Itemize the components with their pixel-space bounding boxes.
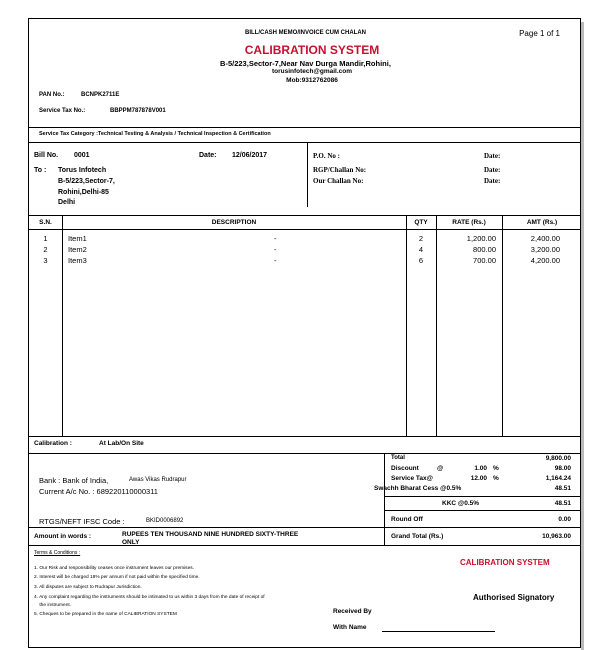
table-header-border (29, 229, 580, 230)
col-header-amount: AMT (Rs.) (526, 219, 558, 226)
invoice-page: BILL/CASH MEMO/INVOICE CUM CHALAN Page 1 of 1 CALIBRATION SYSTEM B-5/223,Sector-7,Near Nav Durga Mandir,Rohini, torusinfotech@gmail.com Mob:9312762086 PAN No.: BCNPK2711E Service Tax No.: BBPPM787878V001 Service Tax Category :Technical Testing & Analysis / Technical Inspection & Certification Bill No. 0001 Date: 12/06/2017 To : Torus Infotech B-5/223,Sector-7, Rohini,Delhi-85 Delhi P.O. No : Date: RGP/Challan No: Date: Our Challan No: Date: S.N. DESCRIPTION QTY RATE (Rs.) AMT (Rs.) 1 Item1 - 2 1,200.00 2,400.00 2 Item2 - 4 800.00 3,200.00 3 Item3 - 6 700.00 4,200.00 Calibration : At Lab/On Site Bank : Bank of India, Awas Vikas Rudrapur Current A/c No. : 689220110000311 RTGS/NEFT IFSC Code : BKID0006892 Total 9,800.00 Discount @ 1.00 % 98.00 Service Tax@ 12.00 % 1,164.24 Swachh Bharat Cess @0.5% 48.51 KKC @0.5% 48.51 Round Off 0.00 Amount in words : RUPEES TEN THOUSAND NINE HUNDRED SIXTY-THREE ONLY Grand Total (Rs.) 10,963.00 Terms & Conditions : 1. Our Risk and responsibility ceases once instrument leaves our premises. 2. Interest will be charged 18% per annum if not paid within the specified time. 3. All disputes are subject to Rudrapur Jurisdiction. 4. Any complaint regarding the instruments should be intimated to us within 3 days from the date of receipt of the instrument. 5. Cheques to be prepared in the name of CALIBRATION SYSTEM CALIBRATION SYSTEM Authorised Signatory Received By With Name (28, 18, 581, 648)
ifsc-label: RTGS/NEFT IFSC Code : (39, 517, 125, 526)
pan-label: PAN No.: (39, 92, 65, 98)
terms-title: Terms & Conditions : (34, 550, 81, 556)
service-tax-value: BBPPM787878V001 (110, 108, 166, 114)
service-tax-rate-label: Service Tax@ (391, 475, 433, 482)
term-item: 5. Cheques to be prepared in the name of CALIBRATION SYSTEM (34, 612, 177, 617)
discount-percent: 1.00 (474, 465, 487, 472)
swachh-bharat-label: Swachh Bharat Cess @0.5% (374, 485, 462, 492)
term-item: 2. Interest will be charged 18% per annum if not paid within the specified time. (34, 575, 200, 580)
term-item: 1. Our Risk and responsibility ceases once instrument leaves our premises. (34, 566, 194, 571)
bill-no-label: Bill No. (34, 152, 59, 159)
company-mobile: Mob:9312762086 (286, 77, 338, 84)
company-name: CALIBRATION SYSTEM (244, 43, 380, 57)
service-tax-percent: 12.00 (470, 475, 487, 482)
round-off-value: 0.00 (558, 516, 571, 523)
received-by-label: Received By (333, 608, 372, 615)
divider (29, 127, 580, 128)
rgp-label: RGP/Challan No: (313, 166, 367, 174)
company-address: B-5/223,Sector-7,Near Nav Durga Mandir,Rohini, (220, 59, 391, 68)
service-tax-value: 1,164.24 (545, 475, 571, 482)
discount-value: 98.00 (554, 465, 571, 472)
bank-account: Current A/c No. : 689220110000311 (39, 487, 158, 496)
table-bottom-border (29, 436, 580, 437)
kkc-value: 48.51 (554, 500, 571, 507)
bank-name: Bank : Bank of India, (39, 476, 109, 485)
to-line-3: Rohini,Delhi-85 (58, 189, 109, 196)
po-date-label: Date: (484, 152, 501, 160)
po-label: P.O. No : (313, 152, 340, 160)
col-header-sn: S.N. (39, 219, 52, 226)
amount-words-line-2: ONLY (122, 539, 140, 546)
total-label: Total (391, 455, 405, 461)
round-off-label: Round Off (391, 516, 423, 523)
discount-label: Discount (391, 465, 419, 472)
footer-company: CALIBRATION SYSTEM (460, 558, 550, 567)
signature-line (382, 631, 495, 632)
kkc-label: KKC @0.5% (442, 500, 480, 507)
to-line-1: Torus Infotech (58, 167, 107, 174)
col-header-qty: QTY (414, 219, 428, 226)
pan-value: BCNPK2711E (81, 92, 120, 98)
term-item: 3. All disputes are subject to Rudrapur Jurisdiction. (34, 585, 142, 590)
authorised-signatory: Authorised Signatory (473, 593, 555, 602)
ifsc-value: BKID0006892 (146, 518, 184, 524)
table-top-border (29, 215, 580, 216)
with-name-label: With Name (333, 624, 367, 631)
bill-divider (307, 142, 308, 207)
col-header-description: DESCRIPTION (211, 219, 257, 226)
discount-percent-sign: % (493, 465, 499, 472)
term-item: the instrument. (34, 603, 72, 608)
grand-total-label: Grand Total (Rs.) (391, 533, 444, 540)
bill-date-label: Date: (199, 152, 217, 159)
term-item: 4. Any complaint regarding the instruments should be intimated to us within 3 days from the date of receipt of (34, 595, 265, 600)
rgp-date-label: Date: (484, 166, 501, 174)
amount-words-label: Amount in words : (34, 533, 92, 540)
divider (29, 453, 580, 454)
divider (29, 142, 580, 143)
grand-total-value: 10,963.00 (542, 533, 571, 540)
bill-no: 0001 (74, 152, 90, 159)
swachh-bharat-value: 48.51 (554, 485, 571, 492)
calibration-value: At Lab/On Site (99, 440, 144, 447)
our-challan-label: Our Challan No: (313, 177, 364, 185)
page-number: Page 1 of 1 (519, 29, 560, 38)
service-tax-percent-sign: % (493, 475, 499, 482)
service-category: Service Tax Category :Technical Testing & Analysis / Technical Inspection & Certification (39, 131, 271, 137)
to-line-2: B-5/223,Sector-7, (58, 178, 115, 185)
col-header-rate: RATE (Rs.) (452, 219, 486, 226)
doc-type: BILL/CASH MEMO/INVOICE CUM CHALAN (245, 30, 366, 36)
to-label: To : (34, 167, 47, 174)
amount-words-line-1: RUPEES TEN THOUSAND NINE HUNDRED SIXTY-THREE (122, 531, 299, 538)
to-line-4: Delhi (58, 199, 76, 206)
company-email: torusinfotech@gmail.com (271, 68, 352, 75)
bank-branch: Awas Vikas Rudrapur (129, 477, 187, 483)
discount-at: @ (437, 465, 444, 472)
service-tax-label: Service Tax No.: (39, 108, 86, 114)
total-value: 9,800.00 (545, 455, 571, 462)
calibration-label: Calibration : (34, 440, 72, 447)
bill-date: 12/06/2017 (232, 152, 268, 159)
our-challan-date-label: Date: (484, 177, 501, 185)
